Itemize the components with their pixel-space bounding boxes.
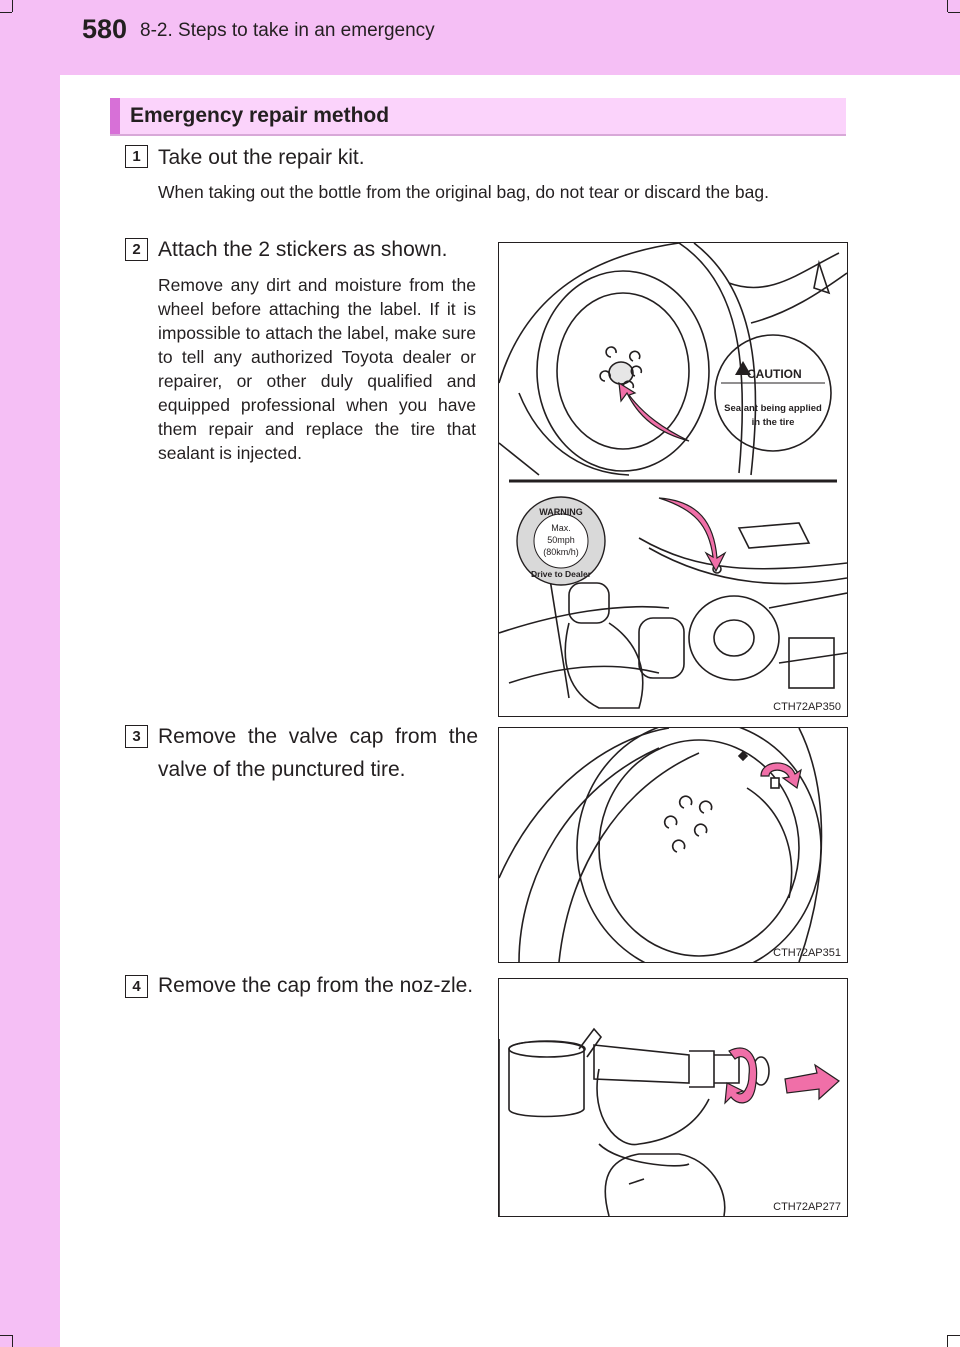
caution-label: CAUTION	[747, 367, 802, 381]
section-heading-bar	[110, 98, 846, 136]
left-margin-band	[0, 0, 60, 1347]
step-number-4: 4	[125, 975, 148, 998]
warning-max: Max.	[551, 523, 571, 533]
chapter-title: 8-2. Steps to take in an emergency	[140, 20, 435, 41]
step-number-2: 2	[125, 238, 148, 261]
figure-nozzle-cap	[498, 978, 848, 1217]
crop-mark	[947, 1335, 948, 1347]
figure-valve-cap	[498, 727, 848, 963]
valve-cap-illustration	[499, 728, 847, 962]
sticker-placement-illustration	[499, 243, 847, 716]
step-number-3: 3	[125, 725, 148, 748]
warning-kmh: (80km/h)	[543, 547, 579, 557]
step-2-body: Remove any dirt and moisture from the wheel before attaching the label. If it is impossible to attach the label, make sure to tell any authorized Toyota dealer or repairer, or other duly qualified and equipped professional when you have them repair and replace the tire that sealant is injected.	[158, 275, 476, 463]
crop-mark	[947, 0, 948, 12]
crop-mark	[0, 12, 12, 13]
step-3-heading: Remove the valve cap from the valve of the punctured tire.	[158, 725, 478, 781]
caution-text-line-2: in the tire	[751, 417, 795, 428]
warning-label: WARNING	[539, 507, 583, 517]
crop-mark	[12, 0, 13, 12]
step-4-heading: Remove the cap from the noz-zle.	[158, 974, 474, 997]
warning-bottom-text: Drive to Dealer	[531, 569, 591, 579]
figure-code-3: CTH72AP277	[773, 1201, 841, 1213]
nozzle-cap-illustration	[499, 979, 847, 1216]
crop-mark	[12, 1335, 13, 1347]
warning-speed: 50mph	[547, 535, 575, 545]
page-number: 580	[82, 14, 128, 44]
step-1-body: When taking out the bottle from the original bag, do not tear or discard the bag.	[158, 182, 769, 202]
step-1-heading: Take out the repair kit.	[158, 146, 365, 169]
caution-text-line-1: Sealant being applied	[724, 403, 822, 414]
section-title: Emergency repair method	[130, 104, 390, 127]
step-2-heading: Attach the 2 stickers as shown.	[158, 238, 448, 261]
figure-stickers	[498, 242, 848, 717]
step-number-1: 1	[125, 145, 148, 168]
crop-mark	[948, 1335, 960, 1336]
crop-mark	[948, 12, 960, 13]
section-accent	[110, 98, 120, 134]
figure-code-1: CTH72AP350	[773, 701, 841, 713]
figure-code-2: CTH72AP351	[773, 947, 841, 959]
crop-mark	[0, 1335, 12, 1336]
